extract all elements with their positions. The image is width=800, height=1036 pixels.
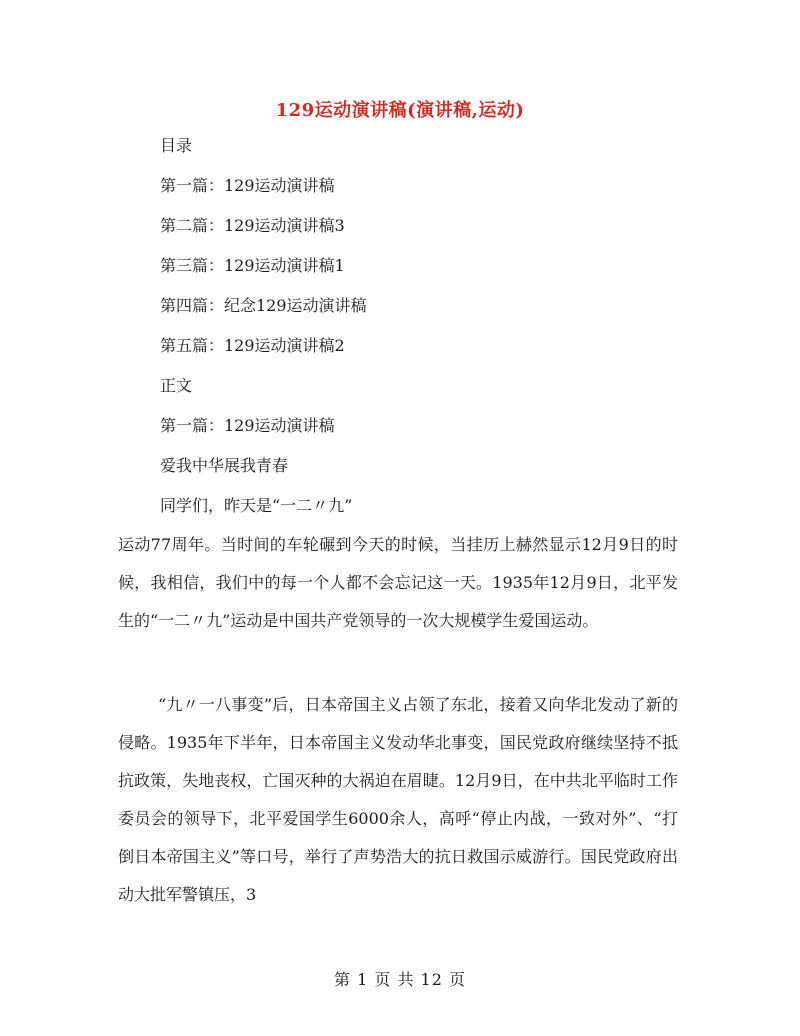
toc-item: 第二篇：129运动演讲稿3 <box>160 216 345 235</box>
body-paragraph: “九〃一八事变”后，日本帝国主义占领了东北，接着又向华北发动了新的侵略。1935年下半年，日本帝国主义发动华北事变，国民党政府继续坚持不抵抗政策，失地丧权，亡国灭种的大祸迫在眉睫。12月9日，在中共北平临时工作委员会的领导下，北平爱国学生6000余人，高呼“停止内战，一致对外”、“打倒日本帝国主义”等口号，举行了声势浩大的抗日救国示威游行。国民党政府出动大批军警镇压，3 <box>118 695 678 904</box>
toc-item: 第四篇：纪念129运动演讲稿 <box>160 296 367 315</box>
greeting-line: 同学们，昨天是“一二〃九” <box>160 496 353 515</box>
toc-heading: 目录 <box>160 136 193 155</box>
speech-title: 爱我中华展我青春 <box>160 456 289 475</box>
document-title: 129运动演讲稿(演讲稿,运动) <box>275 100 525 121</box>
body-heading: 正文 <box>160 376 193 395</box>
toc-item: 第一篇：129运动演讲稿 <box>160 176 335 195</box>
page-number: 第 1 页 共 12 页 <box>334 970 466 989</box>
toc-item: 第三篇：129运动演讲稿1 <box>160 256 345 275</box>
body-paragraph: 运动77周年。当时间的车轮碾到今天的时候，当挂历上赫然显示12月9日的时候，我相信，我们中的每一个人都不会忘记这一天。1935年12月9日，北平发生的“一二〃九”运动是中国共产党领导的一次大规模学生爱国运动。 <box>118 535 678 630</box>
toc-item: 第五篇：129运动演讲稿2 <box>160 336 345 355</box>
section-title: 第一篇：129运动演讲稿 <box>160 416 335 435</box>
